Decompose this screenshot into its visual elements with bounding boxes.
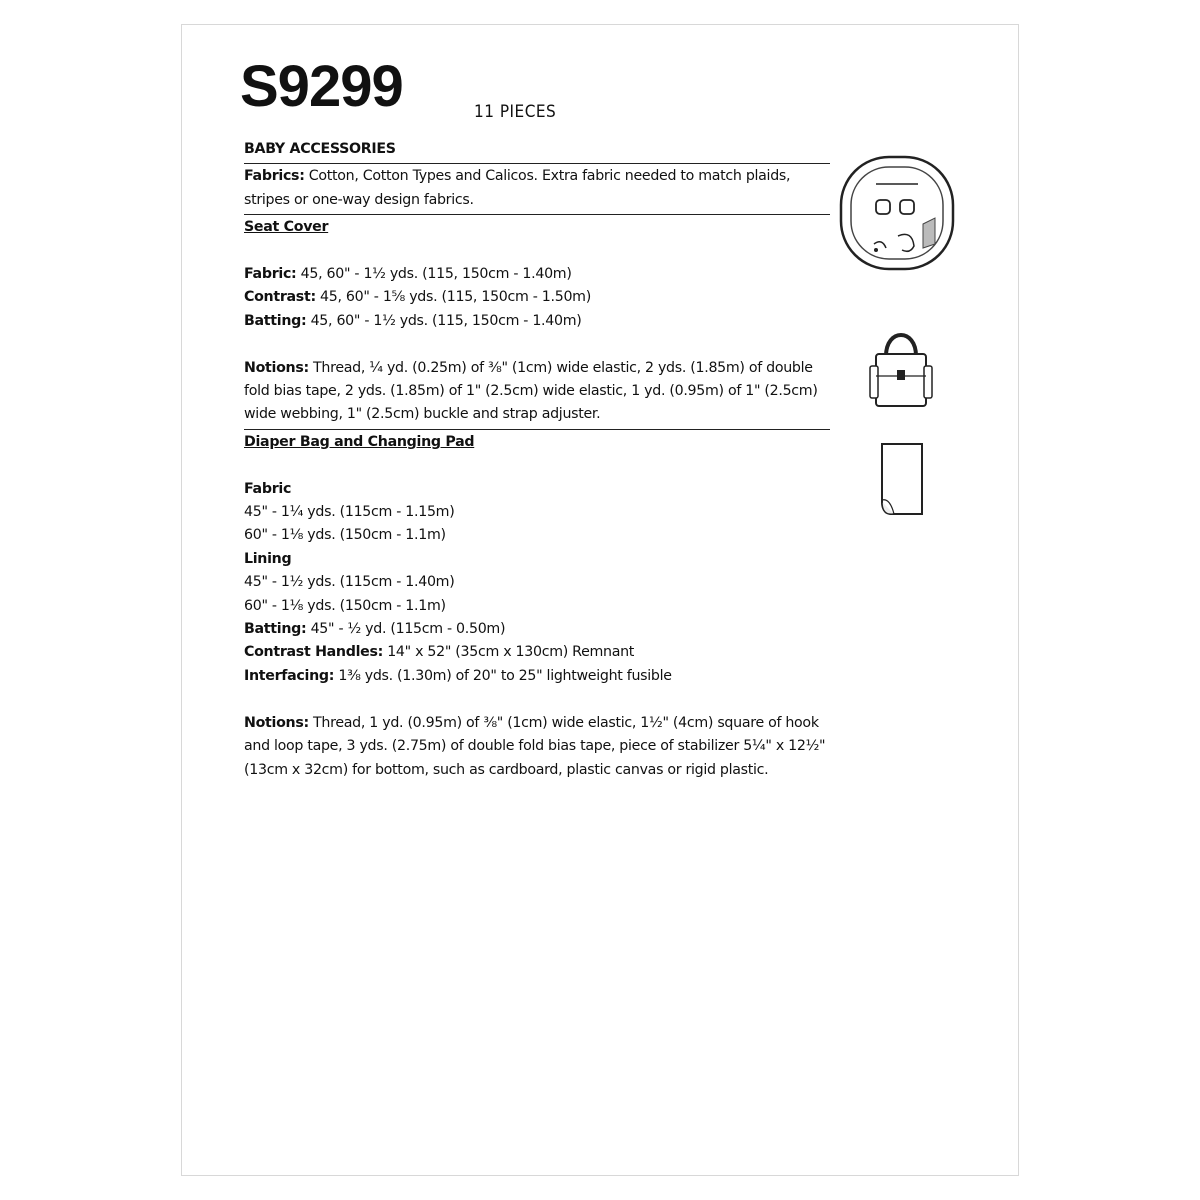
divider [244,214,830,215]
batting-label: Batting: [244,621,307,638]
diaper-bag-fabric-line: 60" - 1⅛ yds. (150cm - 1.1m) [244,527,446,544]
interfacing-label: Interfacing: [244,667,335,684]
diaper-bag-contrast-handles [244,641,830,664]
fabric-label: Fabric: [244,266,297,283]
batting-text: 45" - ½ yd. (115cm - 0.50m) [306,621,506,638]
pattern-code: S9299 [240,54,403,119]
fabrics-label: Fabrics: [244,168,305,185]
changing-pad-sketch [876,440,928,520]
fabric-text: 45, 60" - 1½ yds. (115, 150cm - 1.40m) [296,266,572,283]
diaper-bag-batting [244,618,830,641]
diaper-bag-interfacing [244,665,830,688]
category-heading: BABY ACCESSORIES [244,141,396,157]
seat-cover-contrast [244,286,830,309]
diaper-bag-notions [244,712,830,782]
fabrics-paragraph [244,165,830,212]
contrast-handles-text: 14" x 52" (35cm x 130cm) Remnant [383,644,635,661]
divider [244,163,830,164]
notions-text: Thread, ¼ yd. (0.25m) of ⅜" (1cm) wide elastic, 2 yds. (1.85m) of double fold bias tape, 2 yds. (1.85m) of 1" (2.5cm) wide elastic, 1 yd. (0.95m) of 1" (2.5cm) wide webbing, 1" (2.5cm) buckle and strap adjuster. [244,359,818,423]
piece-count: 11 PIECES [474,102,557,122]
diaper-bag-sketch [868,326,934,410]
notions-text: Thread, 1 yd. (0.95m) of ⅜" (1cm) wide elastic, 1½" (4cm) square of hook and loop tape, 3 yds. (2.75m) of double fold bias tape, piece of stabilizer 5¼" x 12½" (13cm x 32cm) for bottom, such as cardboard, plastic canvas or rigid plastic. [244,714,826,778]
diaper-bag-heading: Diaper Bag and Changing Pad [244,433,475,450]
diaper-bag-fabric-label: Fabric [244,480,292,497]
contrast-text: 45, 60" - 1⅝ yds. (115, 150cm - 1.50m) [315,289,591,306]
contrast-label: Contrast: [244,289,316,306]
diaper-bag-fabric-line: 45" - 1¼ yds. (115cm - 1.15m) [244,504,455,521]
seat-cover-fabric [244,263,830,286]
fabrics-text: Cotton, Cotton Types and Calicos. Extra fabric needed to match plaids, stripes or one-way design fabrics. [244,168,791,208]
batting-text: 45, 60" - 1½ yds. (115, 150cm - 1.40m) [306,312,582,329]
diaper-bag-lining-line: 45" - 1½ yds. (115cm - 1.40m) [244,574,455,591]
seat-cover-batting [244,310,830,333]
batting-label: Batting: [244,312,307,329]
seat-cover-sketch [838,154,956,272]
divider [244,429,830,430]
diaper-bag-lining-label: Lining [244,550,292,567]
notions-label: Notions: [244,359,309,376]
seat-cover-notions [244,357,830,427]
notions-label: Notions: [244,714,309,731]
seat-cover-heading: Seat Cover [244,219,329,236]
pattern-content [244,138,830,782]
interfacing-text: 1⅜ yds. (1.30m) of 20" to 25" lightweight fusible [334,667,672,684]
diaper-bag-lining-line: 60" - 1⅛ yds. (150cm - 1.1m) [244,597,446,614]
contrast-handles-label: Contrast Handles: [244,644,383,661]
